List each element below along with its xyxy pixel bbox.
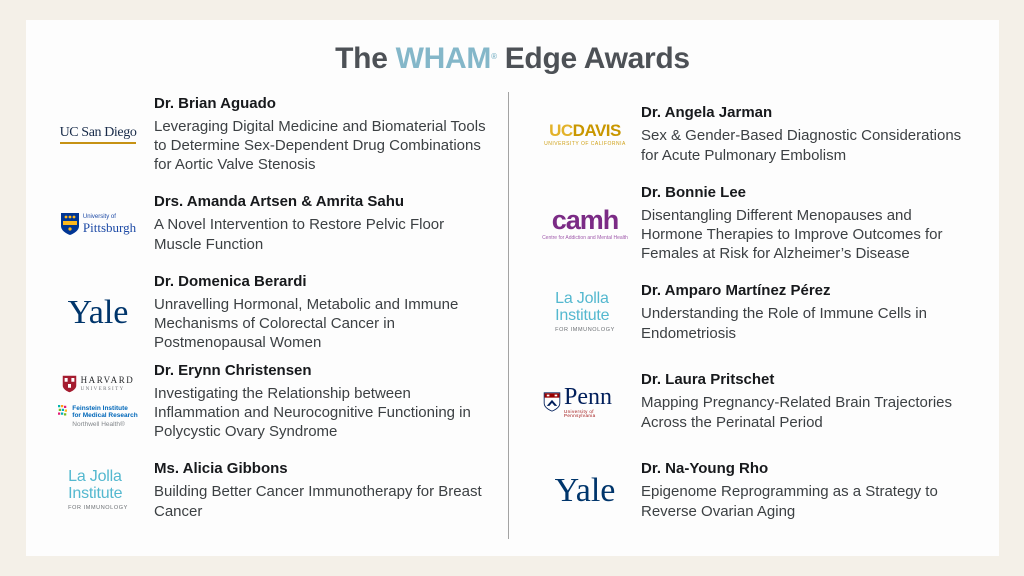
awardee-name: Dr. Brian Aguado (154, 94, 276, 112)
yale-logo (543, 471, 627, 509)
pittsburgh-wordmark: Pittsburgh (82, 219, 137, 235)
feinstein-line2: for Medical Research (72, 412, 138, 420)
awardee-name: Dr. Laura Pritschet (641, 371, 775, 389)
awardee-name: Dr. Na-Young Rho (641, 460, 769, 478)
project-title: Understanding the Role of Immune Cells in Endometriosis (641, 305, 927, 342)
harvard-logo (62, 375, 135, 393)
ucdavis-uc-text: UC (549, 121, 573, 140)
awards-columns (26, 90, 999, 539)
penn-subtext: University of Pennsylvania (564, 408, 596, 418)
pittsburgh-shield-icon (60, 212, 80, 236)
penn-shield-icon (543, 392, 561, 412)
page-title (26, 20, 999, 76)
project-title: A Novel Intervention to Restore Pelvic Floor Muscle Function (154, 216, 445, 253)
lajolla-line2: Institute (68, 485, 123, 503)
lajolla-subtext: FOR IMMUNOLOGY (68, 504, 128, 511)
ucdavis-subtext: UNIVERSITY OF CALIFORNIA (544, 141, 626, 147)
feinstein-dots-icon (58, 405, 70, 417)
registered-mark: ® (491, 52, 497, 61)
project-title: Sex & Gender-Based Diagnostic Considerations for Acute Pulmonary Embolism (641, 127, 962, 164)
entry-text (641, 104, 975, 164)
award-entry (56, 179, 508, 268)
title-prefix: The (335, 42, 396, 75)
entry-text (154, 362, 490, 441)
harvard-subtext: UNIVERSITY (80, 386, 125, 392)
awardee-name: Ms. Alicia Gibbons (154, 460, 288, 478)
project-title: Unravelling Hormonal, Metabolic and Immune Mechanisms of Colorectal Cancer in Postmenopausal Women (154, 295, 459, 352)
lajolla-subtext: FOR IMMUNOLOGY (555, 326, 615, 333)
project-title: Epigenome Reprogramming as a Strategy to Reverse Ovarian Aging (641, 483, 938, 520)
yale-logo (56, 293, 140, 331)
award-entry (543, 357, 975, 446)
awardee-name: Dr. Amparo Martínez Pérez (641, 282, 831, 300)
awardee-name: Dr. Bonnie Lee (641, 183, 747, 201)
project-title: Leveraging Digital Medicine and Biomaterial Tools to Determine Sex-Dependent Drug Combinations for Aortic Valve Stenosis (154, 117, 486, 174)
lajolla-line2: Institute (555, 307, 610, 325)
pittsburgh-logo (56, 212, 140, 236)
project-title: Building Better Cancer Immunotherapy for Breast Cancer (154, 483, 482, 520)
awardee-name: Dr. Domenica Berardi (154, 272, 307, 290)
wham-brand: WHAM (395, 42, 492, 75)
camh-tagline: Centre for Addiction and Mental Health (542, 234, 628, 241)
project-title: Investigating the Relationship between Inflammation and Neurocognitive Functioning in Polycystic Ovary Syndrome (154, 384, 471, 441)
harvard-shield-icon (62, 375, 77, 393)
entry-text (641, 282, 975, 342)
entry-text (641, 184, 975, 263)
entry-text (154, 95, 490, 174)
awardee-name: Dr. Angela Jarman (641, 104, 773, 122)
uc-san-diego-logo (56, 125, 140, 144)
feinstein-logo (58, 405, 137, 428)
la-jolla-logo (543, 291, 627, 333)
entry-text (641, 371, 975, 431)
penn-wordmark: Penn (564, 383, 612, 410)
title-suffix: Edge Awards (496, 42, 690, 75)
entry-text (154, 460, 490, 520)
awardee-name: Dr. Erynn Christensen (154, 361, 312, 379)
awardee-name: Drs. Amanda Artsen & Amrita Sahu (154, 193, 405, 211)
award-entry (56, 446, 508, 535)
uc-san-diego-wordmark: UC San Diego (60, 125, 137, 144)
la-jolla-logo (56, 469, 140, 511)
ucdavis-davis-text: DAVIS (572, 121, 621, 140)
feinstein-line1: Feinstein Institute (72, 404, 128, 412)
camh-logo (542, 204, 628, 241)
project-title: Mapping Pregnancy-Related Brain Trajectories Across the Perinatal Period (641, 394, 952, 431)
left-column (56, 90, 508, 539)
entry-text (154, 273, 490, 352)
yale-wordmark: Yale (554, 471, 616, 509)
project-title: Disentangling Different Menopauses and Hormone Therapies to Improve Outcomes for Females at Risk for Alzheimer’s Disease (641, 206, 943, 263)
award-entry (543, 446, 975, 535)
lajolla-line1: La Jolla (555, 290, 609, 308)
harvard-feinstein-logos (56, 375, 140, 428)
award-entry (56, 268, 508, 357)
northwell-text: Northwell Health® (72, 420, 125, 428)
award-entry (56, 357, 508, 446)
lajolla-line1: La Jolla (68, 468, 122, 486)
award-entry (543, 90, 975, 179)
entry-text (641, 460, 975, 520)
awards-card (26, 20, 999, 556)
pittsburgh-small-text: University of (82, 213, 116, 220)
harvard-wordmark: HARVARD (80, 374, 135, 385)
uc-davis-logo (543, 122, 627, 147)
award-entry (543, 268, 975, 357)
penn-logo (543, 385, 627, 419)
camh-wordmark: camh (551, 204, 619, 235)
right-column (509, 90, 975, 539)
yale-wordmark: Yale (67, 293, 129, 331)
award-entry (543, 179, 975, 268)
entry-text (154, 193, 490, 253)
award-entry (56, 90, 508, 179)
